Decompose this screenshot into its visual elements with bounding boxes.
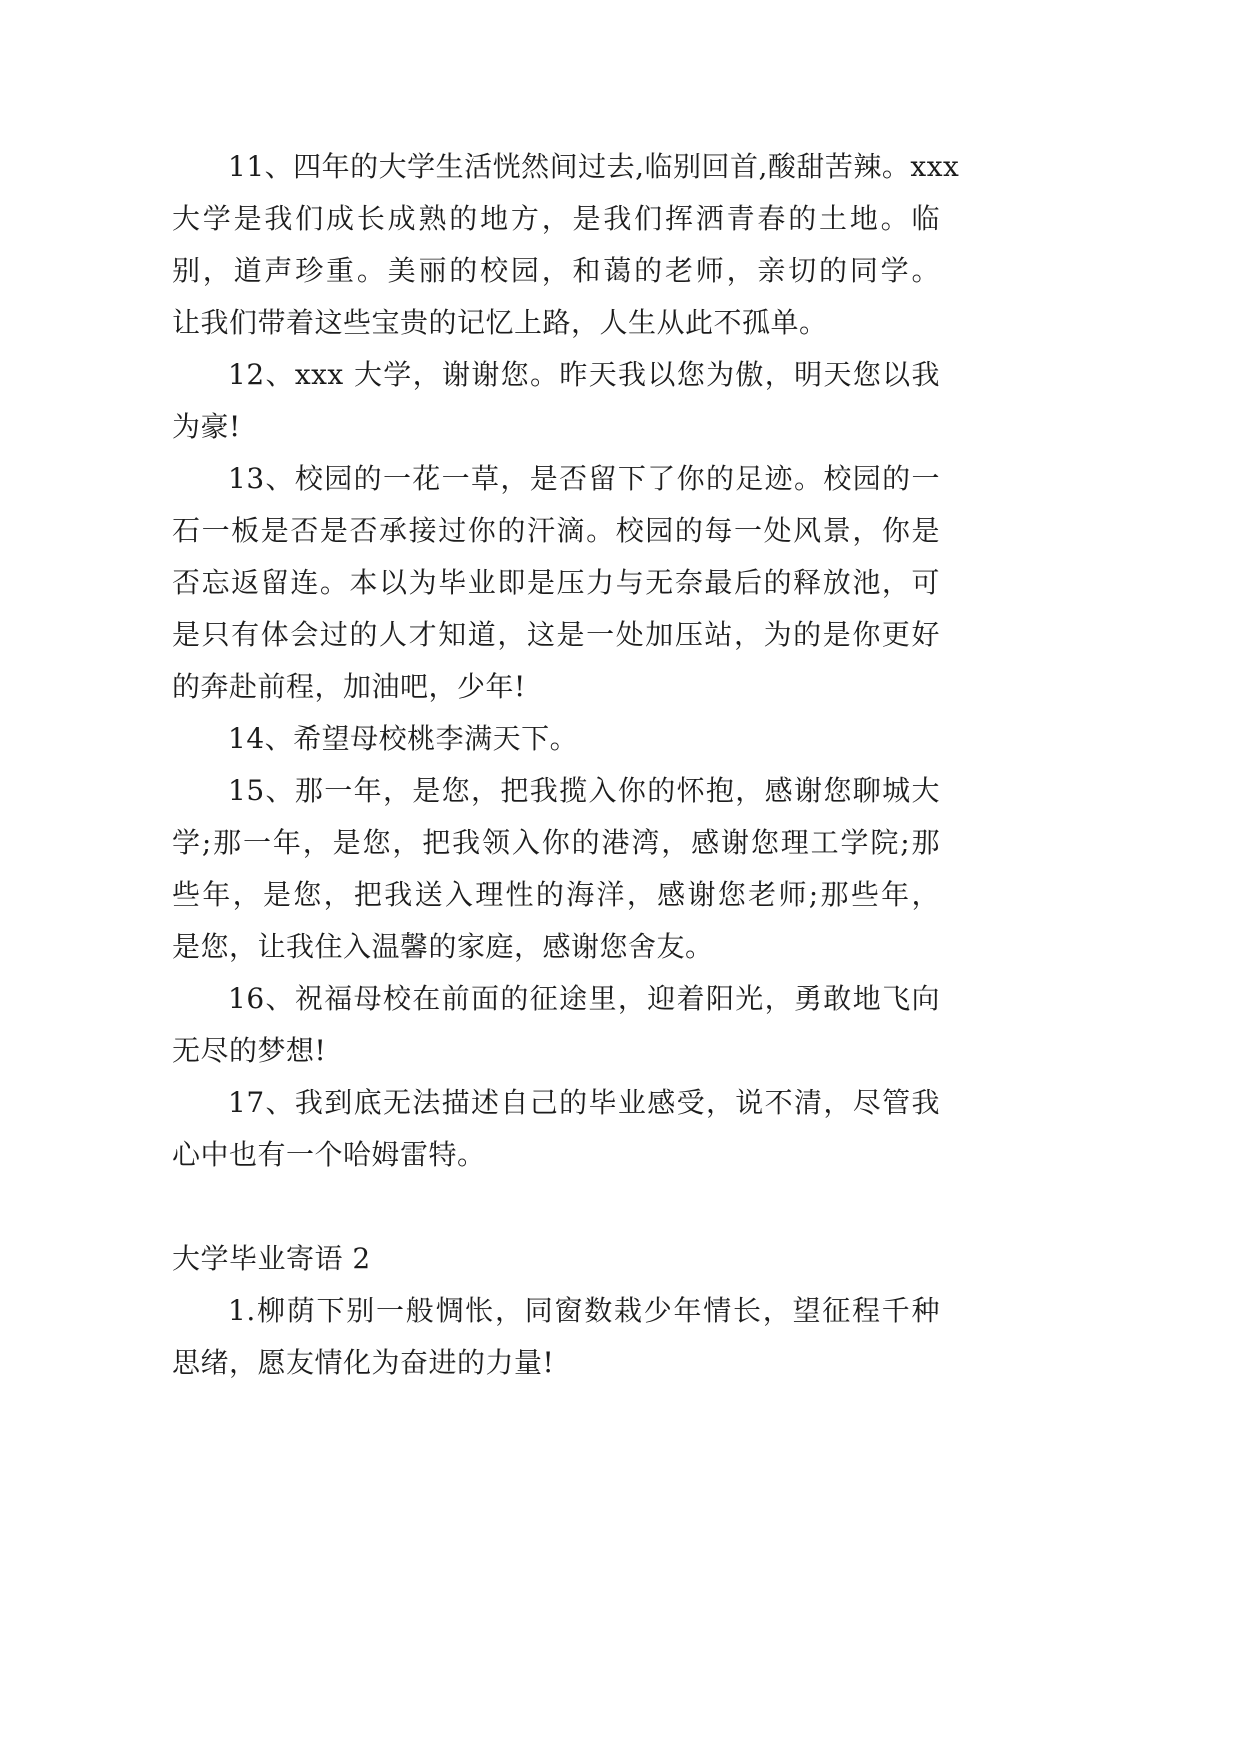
paragraph-line: 为豪! <box>172 410 241 443</box>
paragraph-line: 13、校园的一花一草，是否留下了你的足迹。校园的一 <box>228 462 940 495</box>
paragraph-line: 的奔赴前程，加油吧，少年! <box>172 670 526 703</box>
paragraph-line: 是您，让我住入温馨的家庭，感谢您舍友。 <box>172 930 714 963</box>
section-heading: 大学毕业寄语 2 <box>172 1242 371 1275</box>
paragraph-line: 1.柳荫下别一般惆怅，同窗数栽少年情长，望征程千种 <box>228 1294 940 1327</box>
paragraph-line: 15、那一年，是您，把我揽入你的怀抱，感谢您聊城大 <box>228 774 940 807</box>
paragraph-13 <box>172 453 940 713</box>
paragraph-line: 17、我到底无法描述自己的毕业感受，说不清，尽管我 <box>228 1086 940 1119</box>
paragraph-line: 些年，是您，把我送入理性的海洋，感谢您老师;那些年， <box>172 878 940 911</box>
paragraph-line: 心中也有一个哈姆雷特。 <box>172 1138 486 1171</box>
paragraph-11 <box>172 141 960 349</box>
paragraph-14 <box>172 713 940 765</box>
document-body <box>172 141 960 1389</box>
paragraph-16 <box>172 973 940 1077</box>
paragraph-line: 16、祝福母校在前面的征途里，迎着阳光，勇敢地飞向 <box>228 982 940 1015</box>
paragraph-15 <box>172 765 940 973</box>
paragraph-line: 大学是我们成长成熟的地方，是我们挥洒青春的土地。临 <box>172 202 940 235</box>
paragraph-17 <box>172 1077 940 1181</box>
paragraph-line: 别，道声珍重。美丽的校园，和蔼的老师，亲切的同学。 <box>172 254 940 287</box>
paragraph-line: 无尽的梦想! <box>172 1034 327 1067</box>
paragraph-line: 是只有体会过的人才知道，这是一处加压站，为的是你更好 <box>172 618 940 651</box>
paragraph-line: 14、希望母校桃李满天下。 <box>228 722 579 755</box>
paragraph-line: 让我们带着这些宝贵的记忆上路，人生从此不孤单。 <box>172 306 828 339</box>
paragraph-line: 学;那一年，是您，把我领入你的港湾，感谢您理工学院;那 <box>172 826 940 859</box>
paragraph-line: 思绪，愿友情化为奋进的力量! <box>172 1346 555 1379</box>
paragraph-line: 否忘返留连。本以为毕业即是压力与无奈最后的释放池，可 <box>172 566 940 599</box>
paragraph-line: 11、四年的大学生活恍然间过去,临别回首,酸甜苦辣。xxx <box>228 150 960 183</box>
paragraph-2-1 <box>172 1285 940 1389</box>
paragraph-12 <box>172 349 940 453</box>
paragraph-line: 12、xxx 大学，谢谢您。昨天我以您为傲，明天您以我 <box>228 358 940 391</box>
paragraph-line: 石一板是否是否承接过你的汗滴。校园的每一处风景，你是 <box>172 514 940 547</box>
